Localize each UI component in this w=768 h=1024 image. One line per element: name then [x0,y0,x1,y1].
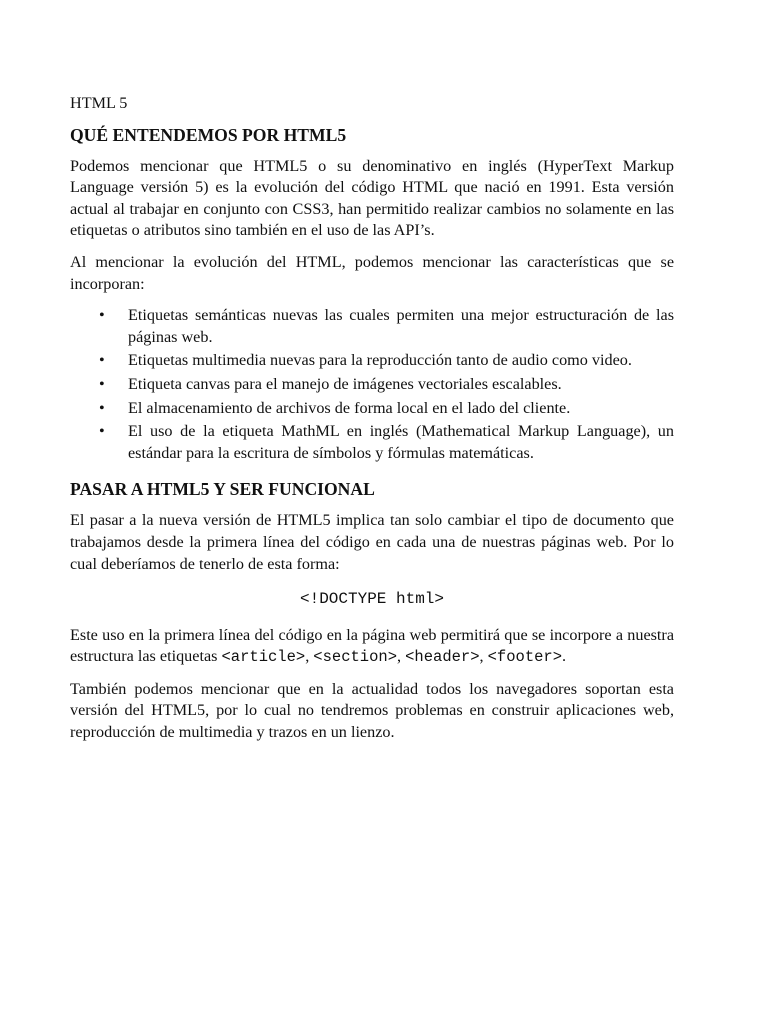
code-tag-header: <header> [405,648,480,667]
list-item: • Etiqueta canvas para el manejo de imágenes vectoriales escalables. [70,374,674,396]
code-tag-article: <article> [221,648,306,667]
code-tag-footer: <footer> [487,648,563,667]
features-list [70,305,674,464]
code-tag-section: <section> [313,648,398,667]
section-heading-functional: PASAR A HTML5 Y SER FUNCIONAL [70,479,375,500]
code-doctype: <!DOCTYPE html> [299,590,445,609]
list-item: • El almacenamiento de archivos de forma local en el lado del cliente. [70,398,674,420]
list-item: • Etiquetas multimedia nuevas para la reproducción tanto de audio como video. [70,350,674,372]
document-label: HTML 5 [70,94,128,112]
section-heading-html5: QUÉ ENTENDEMOS POR HTML5 [70,124,347,145]
terminal-period: . [562,647,567,666]
paragraph-tags-text: Este uso en la primera línea del código en la página web permitirá que se incorpore a nuestra estructura las etiquetas [70,625,674,666]
list-item: • El uso de la etiqueta MathML en inglés (Mathematical Markup Language), un estándar para la escritura de símbolos y fórmulas matemáticas. [70,421,674,464]
separator: , [479,647,488,666]
separator: , [397,647,406,666]
paragraph-intro: Podemos mencionar que HTML5 o su denominativo en inglés (HyperText Markup Language versión 5) es la evolución del código HTML que nació en 1991. Esta versión actual al trabajar en conjunto con CSS3, han permitido realizar cambios no solamente en las etiquetas o atributos sino también en el uso de las API’s. [70,156,674,240]
paragraph-tags [70,625,674,669]
paragraph-browsers: También podemos mencionar que en la actualidad todos los navegadores soportan esta versión del HTML5, por lo cual no tendremos problemas en construir aplicaciones web, reproducción de multimedia y trazos en un lienzo. [70,679,674,742]
paragraph-features-intro: Al mencionar la evolución del HTML, podemos mencionar las características que se incorporan: [70,252,674,293]
paragraph-doctype: El pasar a la nueva versión de HTML5 implica tan solo cambiar el tipo de documento que trabajamos desde la primera línea del código en cada una de nuestras páginas web. Por lo cual deberíamos de tenerlo de esta forma: [70,511,674,573]
list-item: • Etiquetas semánticas nuevas las cuales permiten una mejor estructuración de las páginas web. [70,305,674,348]
separator: , [305,647,314,666]
document-page [70,93,674,754]
